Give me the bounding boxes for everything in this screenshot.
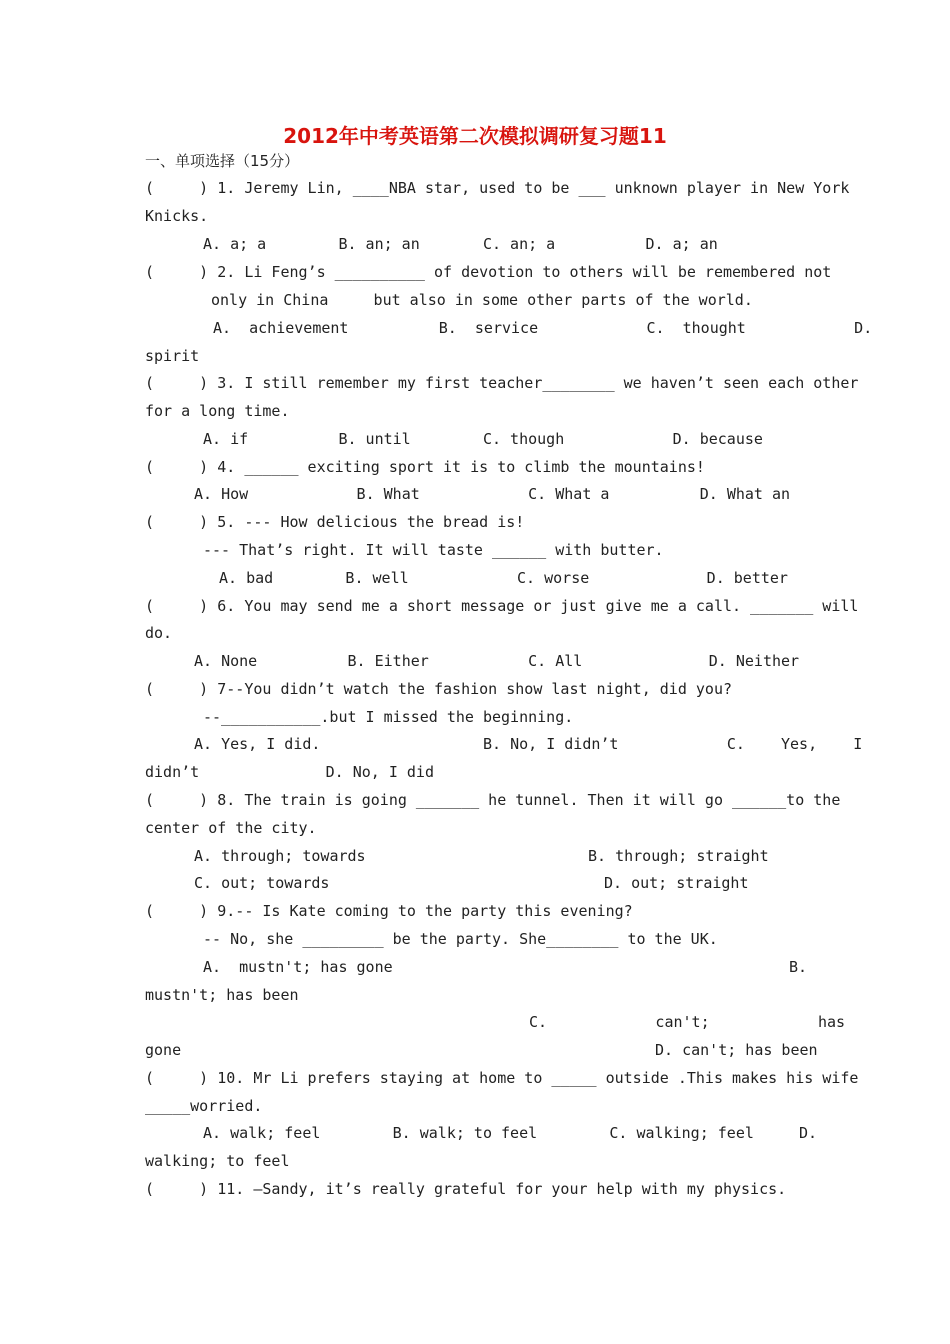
section-heading: 一、单项选择（15分） [145, 152, 300, 170]
question-9-option-c: C. can't; has [529, 1013, 846, 1031]
question-10-text-cont: _____worried. [145, 1097, 263, 1115]
question-3-text-cont: for a long time. [145, 402, 290, 420]
question-10-text: ( ) 10. Mr Li prefers staying at home to _____ outside .This makes his wife [145, 1069, 859, 1087]
question-8-option-c: C. out; towards [194, 874, 330, 892]
question-7-text: ( ) 7--You didn’t watch the fashion show last night, did you? [145, 680, 732, 698]
question-5-text-cont: --- That’s right. It will taste ______ with butter. [203, 541, 664, 559]
question-1-text: ( ) 1. Jeremy Lin, ____NBA star, used to be ___ unknown player in New York [145, 179, 850, 197]
question-10-options-cont: walking; to feel [145, 1152, 290, 1170]
question-9-text: ( ) 9.-- Is Kate coming to the party this evening? [145, 902, 633, 920]
question-1-options: A. a; a B. an; an C. an; a D. a; an [203, 235, 718, 253]
question-2-options: A. achievement B. service C. thought D. [213, 319, 873, 337]
question-3-text: ( ) 3. I still remember my first teacher________ we haven’t seen each other [145, 374, 859, 392]
question-6-text-cont: do. [145, 624, 173, 642]
question-8-option-b: B. through; straight [588, 847, 769, 865]
question-4-options: A. How B. What C. What a D. What an [194, 485, 791, 503]
question-3-options: A. if B. until C. though D. because [203, 430, 763, 448]
question-6-text: ( ) 6. You may send me a short message or just give me a call. _______ will [145, 597, 859, 615]
question-4-text: ( ) 4. ______ exciting sport it is to climb the mountains! [145, 458, 705, 476]
question-9-option-a: A. mustn't; has gone [203, 958, 393, 976]
question-2-text: ( ) 2. Li Feng’s __________ of devotion to others will be remembered not [145, 263, 832, 281]
question-8-option-d: D. out; straight [604, 874, 749, 892]
question-7-options-cont: didn’t D. No, I did [145, 763, 434, 781]
question-9-text-cont: -- No, she _________ be the party. She________ to the UK. [203, 930, 718, 948]
question-11-text: ( ) 11. —Sandy, it’s really grateful for your help with my physics. [145, 1180, 787, 1198]
question-2-options-cont: spirit [145, 347, 200, 365]
question-5-text: ( ) 5. --- How delicious the bread is! [145, 513, 525, 531]
question-9-option-c-cont: gone [145, 1041, 182, 1059]
question-8-text-cont: center of the city. [145, 819, 317, 837]
question-5-options: A. bad B. well C. worse D. better [219, 569, 788, 587]
question-9-option-b-letter: B. [789, 958, 808, 976]
question-7-options: A. Yes, I did. B. No, I didn’t C. Yes, I [194, 735, 863, 753]
question-8-text: ( ) 8. The train is going _______ he tunnel. Then it will go ______to the [145, 791, 841, 809]
question-7-text-cont: --___________.but I missed the beginning. [203, 708, 574, 726]
question-10-options: A. walk; feel B. walk; to feel C. walking; feel D. [203, 1124, 818, 1142]
question-1-text-cont: Knicks. [145, 207, 209, 225]
page-title: 2012年中考英语第二次模拟调研复习题11 [283, 124, 667, 148]
question-9-option-b: mustn't; has been [145, 986, 299, 1004]
question-2-text-cont: only in China but also in some other parts of the world. [211, 291, 753, 309]
question-6-options: A. None B. Either C. All D. Neither [194, 652, 800, 670]
question-8-option-a: A. through; towards [194, 847, 366, 865]
question-9-option-d: D. can't; has been [655, 1041, 818, 1059]
